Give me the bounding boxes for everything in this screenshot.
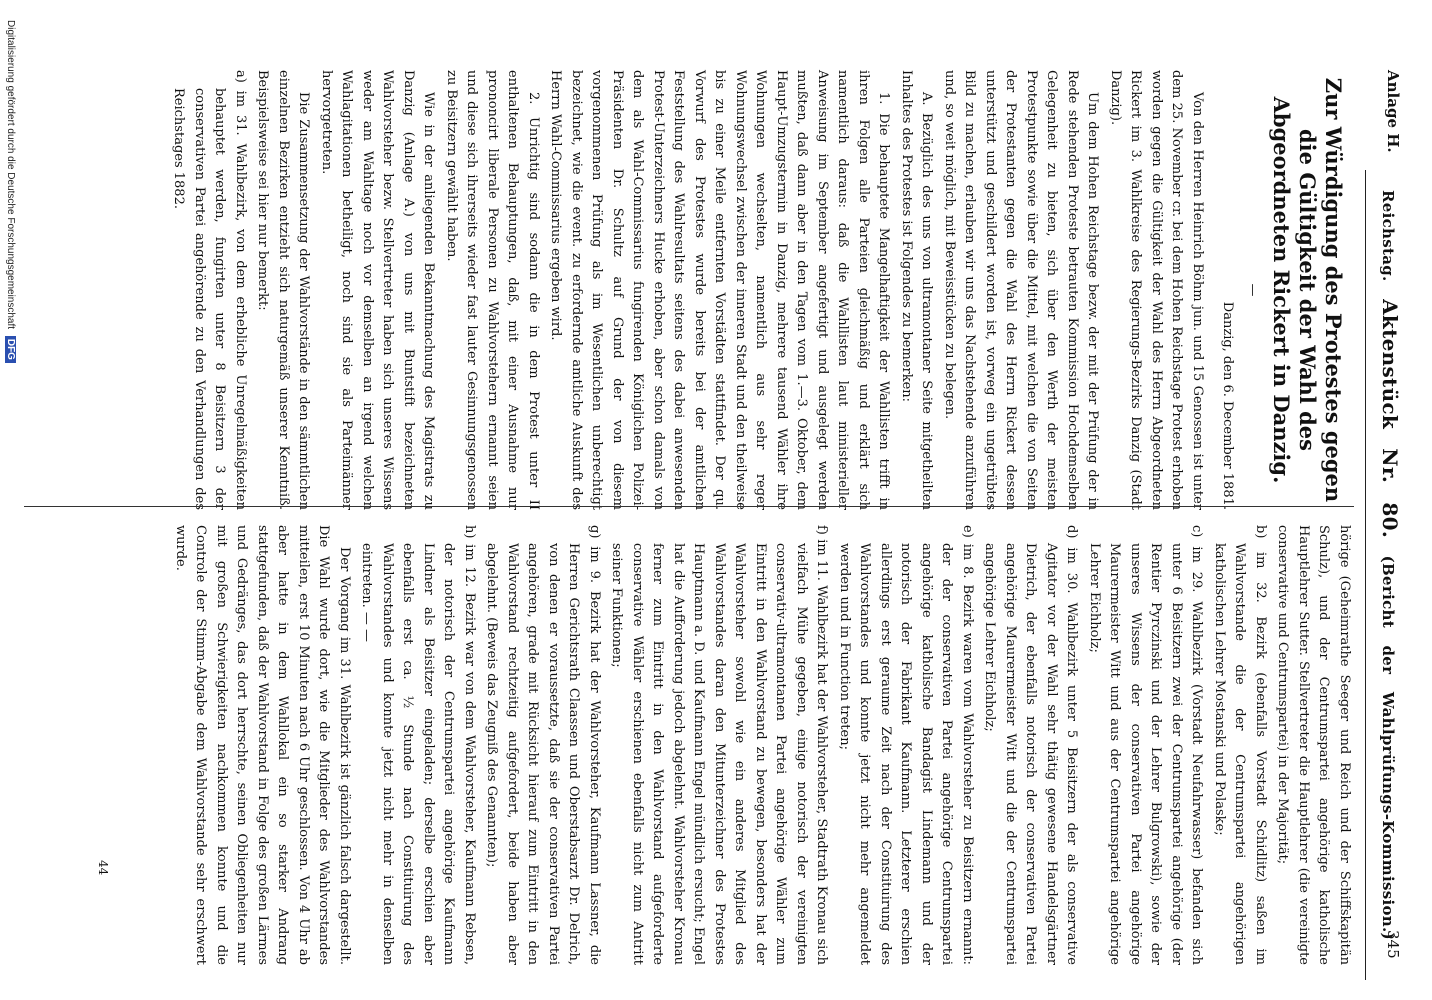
- running-head-left: Reichstag.: [1379, 190, 1397, 282]
- page-number: 345: [1384, 930, 1402, 959]
- list-item: d) im 30. Wahlbezirk unter 5 Beisitzern der als conservative Agitator vor der Wahl sehr thätig gewesene Handelsgärtner Dietrich, der ebenfalls notorisch der conservativen Partei angehörige Maurermeister Witt und die der Centrumspartei angehörige Lehrer Eichholz;: [982, 525, 1080, 965]
- anlage-label: Anlage H.: [1384, 70, 1402, 153]
- list-item: h) im 12. Bezirk war von dem Wahlvorsteher, Kaufmann Rebsen, der notorisch der Centrumspartei angehörige Kaufmann Lindner als Beisitzer eingeladen; derselbe erschien aber ebenfalls erst ca. ½ Stunde nach Constituirung des Wahlvorstandes und konnte jetzt nicht mehr in denselben eintreten. — —: [359, 525, 477, 965]
- paragraph: a) im 31. Wahlbezirk, von dem erhebliche Unregelmäßigkeiten behauptet werden, fungirten unter 8 Beisitzern 3 der conservativen Partei angehörende zu den Verhandlungen des Reichstages 1882.: [171, 70, 248, 510]
- running-head: [1378, 190, 1402, 940]
- column-divider: [24, 506, 1354, 507]
- paragraph: Der Vorgang im 31. Wahlbezirk ist gänzlich falsch dargestellt. Die Wahl wurde dort, wie die Mitglieder des Wahlvorstandes mitteilen, erst 10 Minuten nach 6 Uhr geschlossen. Von 4 Uhr ab aber hatte in dem Wahllokal ein so starker Andrang stattgefunden, daß der Wahlvorstand in Folge des großen Lärmes und Gedränges, das dort herrschte, seinen Obliegenheiten nur mit großen Schwierigkeiten nachkommen konnte und die Controle der Stimm-Abgabe dem Wahlvorstande sehr erschwert wurde.: [173, 525, 352, 965]
- paragraph: Um dem Hohen Reichstage bezw. der mit der Prüfung der in Rede stehenden Proteste betrauten Kommission Hochdemselben Gelegenheit zu bieten, sich über den Werth der meisten Protestpunkte sowie über die Mittel, mit welchen die von Seiten der Protestanten gegen die Wahl des Herrn Rickert dessen unterstützt und geschildert worden ist, vorweg ein ungetrübtes Bild zu machen, erlauben wir uns das Nachstehende anzuführen und, so weit möglich, mit Beweisstücken zu belegen.: [942, 70, 1101, 510]
- dateline: Danzig, den 6. December 1881.: [1220, 301, 1236, 510]
- paragraph: Von den Herren Heinrich Böhm jun. und 15 Genossen ist unter dem 25. November cr. bei dem Hohen Reichstage Protest erhoben worden gegen die Gültigkeit der Wahl des Herrn Abgeordneten Rickert im 3. Wahlkreise des Regierungs-Bezirks Danzig (Stadt Danzig).: [1108, 70, 1205, 510]
- paragraph: Wie in der anliegenden Bekanntmachung des Magistrats zu Danzig (Anlage A.) von uns mit Buntstift bezeichneten Wahlvorsteher bezw. Stellvertreter haben sich unseres Wissens weder am Wahltage noch vor demselben an irgend welchen Wahlagitationen betheiligt, noch sind sie als Parteimänner hervorgetreten.: [319, 70, 437, 510]
- column-right: [168, 525, 1355, 965]
- running-head-right: (Bericht der Wahlprüfungs-Kommission.): [1379, 555, 1397, 940]
- running-head-center: Aktenstück Nr. 80.: [1378, 299, 1402, 539]
- paragraph: 1. Die behauptete Mangelhaftigkeit der Wahllisten trifft in ihren Folgen alle Parteien gleichmäßig und erklärt sich namentlich daraus: daß die Wahllisten laut ministerieller Anweisung im September angefertigt und ausgelegt werden mußten, daß dann aber in den Tagen vom 1.—3. Oktober, dem Haupt-Umzugstermin in Danzig, mehrere tausend Wähler ihre Wohnungen wechselten, namentlich aus sehr reger Wohnungswechsel zwischen der inneren Stadt und den theilweise bis zu einer Meile entfernten Vorstädten stattfindet. Der qu. Vorwurf des Protestes wurde bereits bei der amtlichen Feststellung des Wahlresultats seitens des dabei anwesenden Protest-Unterzeichners Hucke erhoben, aber schon damals von dem als Wahl-Commissarius fungirenden Königlichen Polizei-Präsidenten Dr. Schultz auf Grund der von diesem vorgenommenen Prüfung als im Wesentlichen unberechtigt bezeichnet, wie die event. zu erfordernde amtliche Auskunft des Herrn Wahl-Commissarius ergeben wird.: [548, 70, 892, 510]
- article-title: Zur Würdigung des Protestes gegen die Gültigkeit der Wahl des Abgeordneten Rickert in Danzig.: [1269, 77, 1346, 503]
- credit-text: Digitalisierung gefördert durch die Deutsche Forschungsgemeinschaft: [5, 20, 16, 330]
- page-header: [1370, 0, 1410, 1000]
- paragraph: Die Zusammensetzung der Wahlvorstände in den sämmtlichen einzelnen Bezirken entzieht sich naturgemäß unserer Kenntniß. Beispielsweise sei hier nur bemerkt:: [255, 70, 312, 510]
- paragraph: A. Bezüglich des uns von ultramontaner Seite mitgetheilten Inhaltes des Protestes ist Folgendes zu bemerken:: [899, 70, 935, 510]
- title-divider: —: [1245, 283, 1260, 297]
- column-left: [166, 70, 1354, 510]
- paragraph: hörige (Geheimrathe Seeger und Reich und der Schiffskapitän Schulz), und der Centrumspartei angehörige katholische Hauptlehrer Sutter. Stellvertreter die Hauptlehrer (die vereinigte conservative und Centrumspartei) in der Majorität;: [1275, 525, 1352, 965]
- page-footer: [0, 0, 20, 1000]
- dfg-logo: DFG: [5, 336, 16, 363]
- list-item: c) im 29. Wahlbezirk (Vorstadt Neufahrwasser) befanden sich unter 6 Beisitzern zwei der Centrumspartei angehörige (der Rentier Pyrczinski und der Lehrer Bulgrowski), sowie der unseres Wissens der conservativen Partei angehörige Maurermeister Witt und aus der Centrumspartei angehörige Lehrer Eichholz;: [1087, 525, 1205, 965]
- footnote-number: 44: [96, 860, 110, 876]
- list-item: g) im 9. Bezirk hat der Wahlvorsteher, Kaufmann Lassner, die Herren Gerichtsrath Claassen und Oberstabsarzt Dr. Delrich, von denen er voraussetzte, daß sie der conservativen Partei angehören, grade mit Rücksicht hierauf zum Eintritt in den Wahlvorstand rechtzeitig aufgefordert, beide haben aber abgelehnt. (Beweis das Zeugniß des Genannten);: [484, 525, 602, 965]
- list-item: f) im 11. Wahlbezirk hat der Wahlvorsteher, Stadtrath Kronau sich vielfach Mühe gegeben, einige notorisch der vereinigten conservativ-ultramontanen Partei angehörige Wähler zum Eintritt in den Wahlvorstand zu bewegen, besonders hat der Wahlvorsteher sowohl wie ein anderes Mitglied des Wahlvorstandes daran den Mitunterzeichner des Protestes Hauptmann a. D. und Kaufmann Engel mündlich ersucht; Engel hat die Aufforderung jedoch abgelehnt. Wahlvorsteher Kronau ferner zum Eintritt in den Wahlvorstand aufgeforderte conservative Wähler erschienen ebenfalls nicht zum Antritt seiner Funktionen;: [609, 525, 830, 965]
- list-item: b) im 32. Bezirk (ebenfalls Vorstadt Schidlitz) saßen im Wahlvorstande die der Centrumspartei angehörigen katholischen Lehrer Mostanski und Polaske;: [1212, 525, 1268, 965]
- list-item: e) im 8. Bezirk waren vom Wahlvorsteher zu Beisitzern ernannt: der der conservativen Partei angehörige Centrumspartei angehörige katholische Bandagist Lindemann und der notorisch der Fabrikant Kaufmann. Letzterer erschien allerdings erst geraume Zeit nach der Constituirung des Wahlvorstandes und konnte jetzt nicht mehr angemeldet werden und in Function treten;: [837, 525, 975, 965]
- header-rule: [1365, 170, 1366, 980]
- digitization-credit: [5, 20, 16, 363]
- paragraph: 2. Unrichtig sind sodann die in dem Protest unter II enthaltenen Behauptungen, daß, mit einer Ausnahme nur prononcirt liberale Personen zu Wahlvorstehern ernannt seien und diese sich ihrerseits wieder fast lauter Gesinnungsgenossen zu Beisitzern gewählt haben.: [444, 70, 541, 510]
